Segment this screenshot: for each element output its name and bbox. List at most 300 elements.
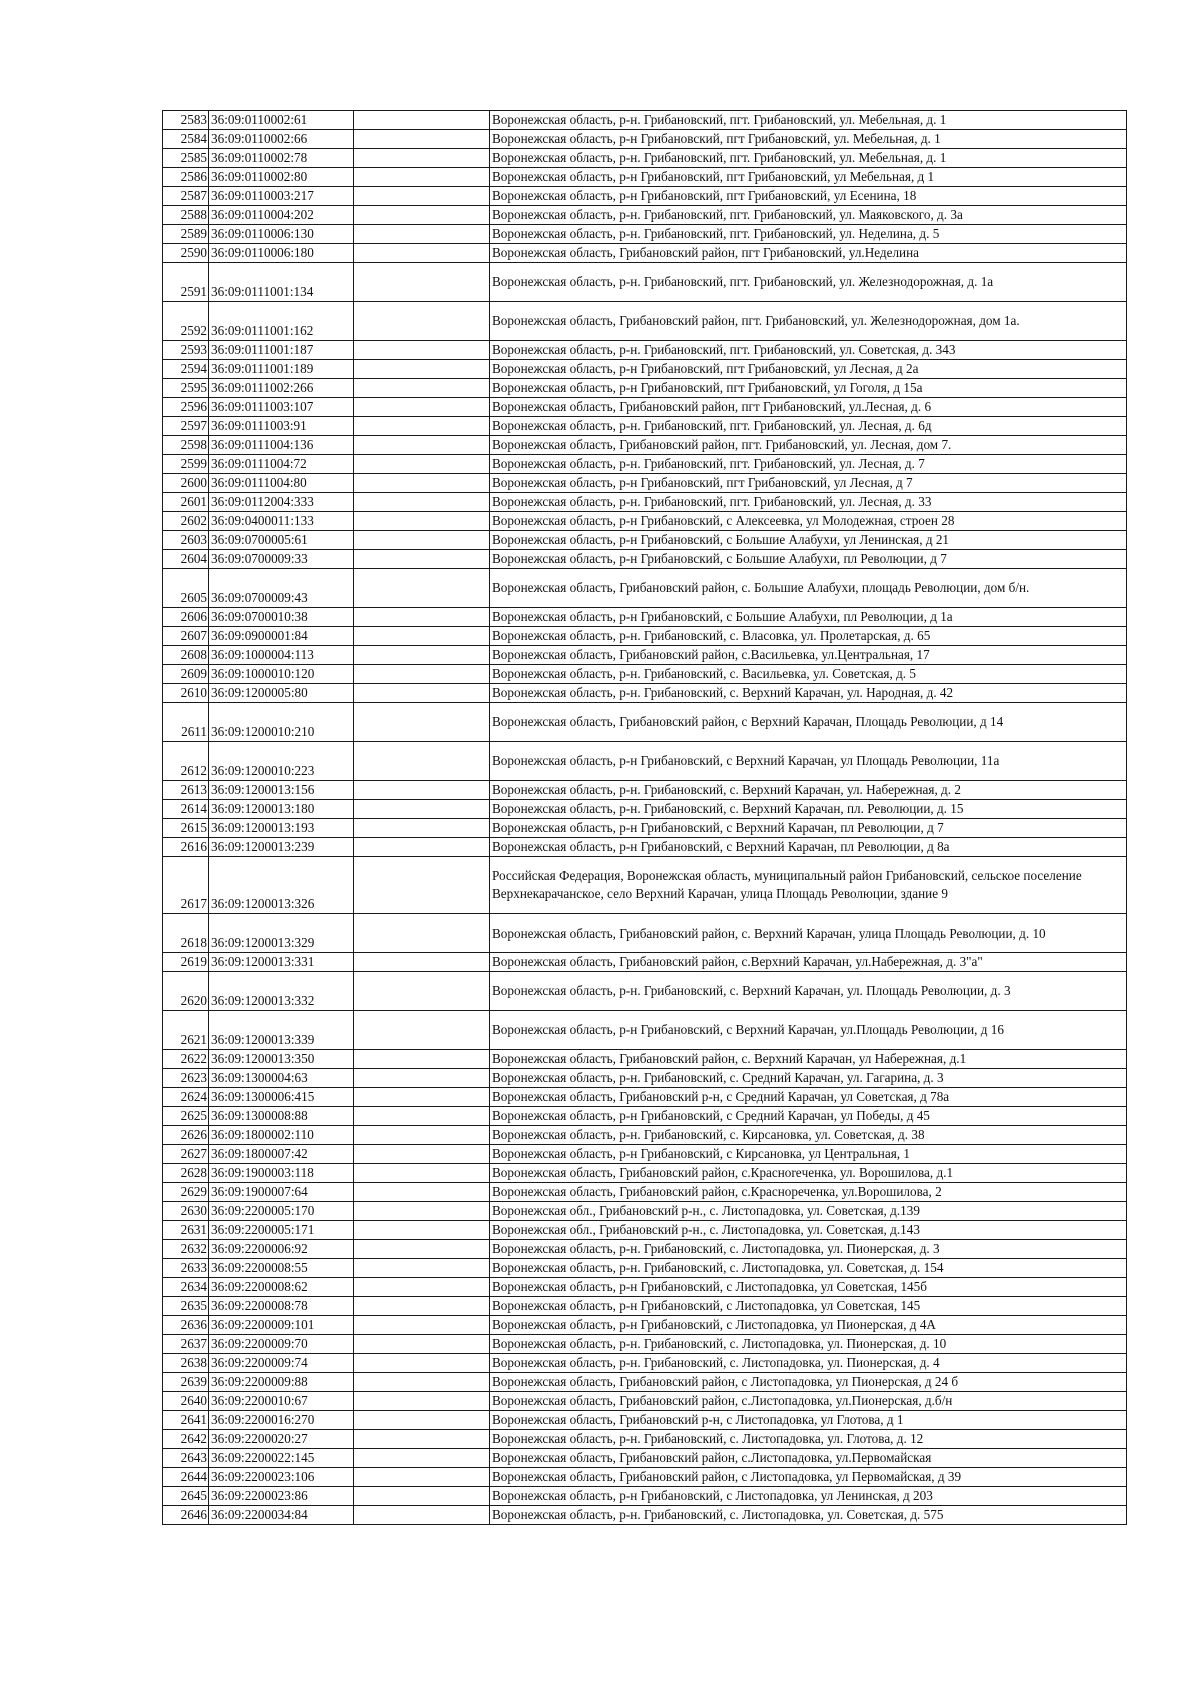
row-number: 2621	[163, 1011, 209, 1050]
cadastral-number: 36:09:1200010:210	[209, 703, 354, 742]
row-number: 2645	[163, 1487, 209, 1506]
address-cell: Воронежская область, р-н Грибановский, с Верхний Карачан, пл Революции, д 8а	[490, 838, 1127, 857]
address-cell: Воронежская область, р-н Грибановский, пгт Грибановский, ул Лесная, д 2а	[490, 360, 1127, 379]
table-row	[163, 703, 1127, 742]
table-row	[163, 1373, 1127, 1392]
row-number: 2639	[163, 1373, 209, 1392]
table-row	[163, 1069, 1127, 1088]
table-row	[163, 360, 1127, 379]
table-row	[163, 627, 1127, 646]
empty-cell	[354, 531, 490, 550]
cadastral-number: 36:09:2200009:74	[209, 1354, 354, 1373]
address-cell: Воронежская область, р-н. Грибановский, пгт. Грибановский, ул. Советская, д. 343	[490, 341, 1127, 360]
table-row	[163, 1335, 1127, 1354]
empty-cell	[354, 1240, 490, 1259]
address-cell: Воронежская область, р-н Грибановский, с Средний Карачан, ул Победы, д 45	[490, 1107, 1127, 1126]
cadastral-number: 36:09:1000010:120	[209, 665, 354, 684]
cadastral-number: 36:09:0111001:134	[209, 263, 354, 302]
row-number: 2640	[163, 1392, 209, 1411]
address-cell: Воронежская область, Грибановский район, пгт Грибановский, ул.Неделина	[490, 244, 1127, 263]
table-row	[163, 742, 1127, 781]
empty-cell	[354, 493, 490, 512]
row-number: 2616	[163, 838, 209, 857]
cadastral-number: 36:09:1200013:326	[209, 857, 354, 914]
table-row	[163, 838, 1127, 857]
row-number: 2583	[163, 111, 209, 130]
cadastral-number: 36:09:0110002:78	[209, 149, 354, 168]
cadastral-number: 36:09:0110004:202	[209, 206, 354, 225]
empty-cell	[354, 1373, 490, 1392]
table-row	[163, 417, 1127, 436]
empty-cell	[354, 1487, 490, 1506]
empty-cell	[354, 1316, 490, 1335]
cadastral-number: 36:09:1000004:113	[209, 646, 354, 665]
address-cell: Воронежская область, Грибановский район, пгт Грибановский, ул.Лесная, д. 6	[490, 398, 1127, 417]
empty-cell	[354, 914, 490, 953]
empty-cell	[354, 168, 490, 187]
cadastral-number: 36:09:1200013:350	[209, 1050, 354, 1069]
empty-cell	[354, 665, 490, 684]
row-number: 2623	[163, 1069, 209, 1088]
table-row	[163, 1088, 1127, 1107]
address-cell: Воронежская область, р-н Грибановский, пгт Грибановский, ул Лесная, д 7	[490, 474, 1127, 493]
table-row	[163, 341, 1127, 360]
table-row	[163, 111, 1127, 130]
address-cell: Воронежская область, р-н Грибановский, с Листопадовка, ул Советская, 145б	[490, 1278, 1127, 1297]
table-row	[163, 263, 1127, 302]
empty-cell	[354, 703, 490, 742]
empty-cell	[354, 1335, 490, 1354]
address-cell: Воронежская область, Грибановский район, с.Краснореченка, ул.Ворошилова, 2	[490, 1183, 1127, 1202]
row-number: 2585	[163, 149, 209, 168]
cadastral-number: 36:09:0111003:91	[209, 417, 354, 436]
empty-cell	[354, 379, 490, 398]
cadastral-number: 36:09:0110006:130	[209, 225, 354, 244]
cadastral-number: 36:09:1200013:331	[209, 953, 354, 972]
row-number: 2635	[163, 1297, 209, 1316]
table-row	[163, 800, 1127, 819]
empty-cell	[354, 512, 490, 531]
empty-cell	[354, 819, 490, 838]
cadastral-number: 36:09:2200022:145	[209, 1449, 354, 1468]
address-cell: Воронежская область, р-н. Грибановский, с. Листопадовка, ул. Глотова, д. 12	[490, 1430, 1127, 1449]
row-number: 2595	[163, 379, 209, 398]
row-number: 2646	[163, 1506, 209, 1525]
cadastral-number: 36:09:2200009:88	[209, 1373, 354, 1392]
address-cell: Российская Федерация, Воронежская область, муниципальный район Грибановский, сельское поселение Верхнекарачанское, село Верхний Карачан, улица Площадь Революции, здание 9	[490, 857, 1127, 914]
row-number: 2607	[163, 627, 209, 646]
table-row	[163, 972, 1127, 1011]
table-row	[163, 646, 1127, 665]
cadastral-number: 36:09:0111004:80	[209, 474, 354, 493]
table-row	[163, 512, 1127, 531]
empty-cell	[354, 1107, 490, 1126]
address-cell: Воронежская область, р-н. Грибановский, с. Верхний Карачан, ул. Набережная, д. 2	[490, 781, 1127, 800]
row-number: 2598	[163, 436, 209, 455]
cadastral-number: 36:09:0111004:136	[209, 436, 354, 455]
cadastral-number: 36:09:0111004:72	[209, 455, 354, 474]
empty-cell	[354, 1506, 490, 1525]
row-number: 2624	[163, 1088, 209, 1107]
cadastral-number: 36:09:0110002:66	[209, 130, 354, 149]
cadastral-number: 36:09:2200009:70	[209, 1335, 354, 1354]
row-number: 2597	[163, 417, 209, 436]
address-cell: Воронежская обл., Грибановский р-н., с. Листопадовка, ул. Советская, д.139	[490, 1202, 1127, 1221]
table-row	[163, 953, 1127, 972]
row-number: 2622	[163, 1050, 209, 1069]
cadastral-number: 36:09:0700009:33	[209, 550, 354, 569]
empty-cell	[354, 1297, 490, 1316]
row-number: 2610	[163, 684, 209, 703]
cadastral-number: 36:09:0110002:61	[209, 111, 354, 130]
cadastral-number: 36:09:1200013:239	[209, 838, 354, 857]
address-cell: Воронежская область, р-н. Грибановский, пгт. Грибановский, ул. Железнодорожная, д. 1а	[490, 263, 1127, 302]
address-cell: Воронежская область, р-н Грибановский, пгт Грибановский, ул Гоголя, д 15а	[490, 379, 1127, 398]
table-row	[163, 1411, 1127, 1430]
table-row	[163, 474, 1127, 493]
address-cell: Воронежская область, р-н Грибановский, с Большие Алабухи, пл Революции, д 7	[490, 550, 1127, 569]
table-row	[163, 684, 1127, 703]
empty-cell	[354, 1259, 490, 1278]
empty-cell	[354, 206, 490, 225]
row-number: 2594	[163, 360, 209, 379]
row-number: 2630	[163, 1202, 209, 1221]
row-number: 2636	[163, 1316, 209, 1335]
address-cell: Воронежская область, Грибановский район, с.Листопадовка, ул.Пионерская, д.б/н	[490, 1392, 1127, 1411]
table-row	[163, 1259, 1127, 1278]
table-row	[163, 1050, 1127, 1069]
empty-cell	[354, 646, 490, 665]
cadastral-number: 36:09:0110003:217	[209, 187, 354, 206]
empty-cell	[354, 225, 490, 244]
empty-cell	[354, 398, 490, 417]
row-number: 2611	[163, 703, 209, 742]
empty-cell	[354, 627, 490, 646]
empty-cell	[354, 1069, 490, 1088]
row-number: 2603	[163, 531, 209, 550]
address-cell: Воронежская область, р-н. Грибановский, с. Листопадовка, ул. Пионерская, д. 3	[490, 1240, 1127, 1259]
address-cell: Воронежская область, р-н. Грибановский, с. Верхний Карачан, ул. Площадь Революции, д. 3	[490, 972, 1127, 1011]
empty-cell	[354, 800, 490, 819]
table-row	[163, 1202, 1127, 1221]
empty-cell	[354, 1183, 490, 1202]
cadastral-number: 36:09:1200013:329	[209, 914, 354, 953]
table-row	[163, 1183, 1127, 1202]
address-cell: Воронежская область, р-н. Грибановский, пгт. Грибановский, ул. Мебельная, д. 1	[490, 149, 1127, 168]
empty-cell	[354, 1468, 490, 1487]
cadastral-number: 36:09:2200023:106	[209, 1468, 354, 1487]
row-number: 2615	[163, 819, 209, 838]
address-cell: Воронежская область, р-н. Грибановский, пгт. Грибановский, ул. Лесная, д. 6д	[490, 417, 1127, 436]
cadastral-number: 36:09:2200005:170	[209, 1202, 354, 1221]
cadastral-number: 36:09:2200023:86	[209, 1487, 354, 1506]
empty-cell	[354, 360, 490, 379]
address-cell: Воронежская область, р-н Грибановский, с Верхний Карачан, ул Площадь Революции, 11а	[490, 742, 1127, 781]
row-number: 2626	[163, 1126, 209, 1145]
empty-cell	[354, 781, 490, 800]
row-number: 2600	[163, 474, 209, 493]
empty-cell	[354, 1411, 490, 1430]
table-row	[163, 1316, 1127, 1335]
row-number: 2588	[163, 206, 209, 225]
empty-cell	[354, 263, 490, 302]
table-row	[163, 168, 1127, 187]
empty-cell	[354, 1354, 490, 1373]
address-cell: Воронежская область, Грибановский район, с. Верхний Карачан, улица Площадь Революции, д. 10	[490, 914, 1127, 953]
row-number: 2590	[163, 244, 209, 263]
cadastral-number: 36:09:0110006:180	[209, 244, 354, 263]
address-cell: Воронежская область, р-н Грибановский, пгт Грибановский, ул. Мебельная, д. 1	[490, 130, 1127, 149]
address-cell: Воронежская область, Грибановский район, с Листопадовка, ул Первомайская, д 39	[490, 1468, 1127, 1487]
cadastral-number: 36:09:2200006:92	[209, 1240, 354, 1259]
address-cell: Воронежская область, Грибановский район, с.Листопадовка, ул.Первомайская	[490, 1449, 1127, 1468]
empty-cell	[354, 1449, 490, 1468]
empty-cell	[354, 1430, 490, 1449]
address-cell: Воронежская область, Грибановский район, с Верхний Карачан, Площадь Революции, д 14	[490, 703, 1127, 742]
row-number: 2606	[163, 608, 209, 627]
table-row	[163, 1164, 1127, 1183]
table-row	[163, 493, 1127, 512]
table-row	[163, 857, 1127, 914]
row-number: 2642	[163, 1430, 209, 1449]
table-row	[163, 1145, 1127, 1164]
empty-cell	[354, 1050, 490, 1069]
address-cell: Воронежская область, р-н. Грибановский, пгт. Грибановский, ул. Лесная, д. 7	[490, 455, 1127, 474]
table-row	[163, 550, 1127, 569]
table-row	[163, 1354, 1127, 1373]
address-cell: Воронежская область, р-н Грибановский, с Большие Алабухи, пл Революции, д 1а	[490, 608, 1127, 627]
empty-cell	[354, 244, 490, 263]
address-cell: Воронежская область, р-н. Грибановский, с. Средний Карачан, ул. Гагарина, д. 3	[490, 1069, 1127, 1088]
empty-cell	[354, 187, 490, 206]
row-number: 2593	[163, 341, 209, 360]
table-row	[163, 379, 1127, 398]
row-number: 2627	[163, 1145, 209, 1164]
row-number: 2609	[163, 665, 209, 684]
address-cell: Воронежская область, р-н. Грибановский, с. Листопадовка, ул. Пионерская, д. 10	[490, 1335, 1127, 1354]
row-number: 2632	[163, 1240, 209, 1259]
empty-cell	[354, 569, 490, 608]
row-number: 2619	[163, 953, 209, 972]
table-row	[163, 1126, 1127, 1145]
row-number: 2637	[163, 1335, 209, 1354]
row-number: 2631	[163, 1221, 209, 1240]
empty-cell	[354, 436, 490, 455]
cadastral-number: 36:09:1200010:223	[209, 742, 354, 781]
cadastral-number: 36:09:1200013:180	[209, 800, 354, 819]
table-row	[163, 531, 1127, 550]
empty-cell	[354, 1088, 490, 1107]
empty-cell	[354, 972, 490, 1011]
address-cell: Воронежская область, Грибановский район, с Листопадовка, ул Пионерская, д 24 б	[490, 1373, 1127, 1392]
address-cell: Воронежская область, р-н. Грибановский, пгт. Грибановский, ул. Неделина, д. 5	[490, 225, 1127, 244]
row-number: 2638	[163, 1354, 209, 1373]
cadastral-number: 36:09:0111003:107	[209, 398, 354, 417]
row-number: 2641	[163, 1411, 209, 1430]
address-cell: Воронежская область, р-н Грибановский, пгт Грибановский, ул Мебельная, д 1	[490, 168, 1127, 187]
row-number: 2644	[163, 1468, 209, 1487]
table-row	[163, 665, 1127, 684]
empty-cell	[354, 684, 490, 703]
empty-cell	[354, 1221, 490, 1240]
address-cell: Воронежская область, Грибановский район, с.Верхний Карачан, ул.Набережная, д. 3"а"	[490, 953, 1127, 972]
table-row	[163, 914, 1127, 953]
address-cell: Воронежская область, Грибановский район, с. Большие Алабухи, площадь Революции, дом б/н.	[490, 569, 1127, 608]
row-number: 2601	[163, 493, 209, 512]
row-number: 2602	[163, 512, 209, 531]
row-number: 2628	[163, 1164, 209, 1183]
cadastral-number: 36:09:1300008:88	[209, 1107, 354, 1126]
row-number: 2605	[163, 569, 209, 608]
empty-cell	[354, 417, 490, 436]
table-row	[163, 1449, 1127, 1468]
cadastral-number: 36:09:0112004:333	[209, 493, 354, 512]
table-row	[163, 1011, 1127, 1050]
row-number: 2592	[163, 302, 209, 341]
row-number: 2629	[163, 1183, 209, 1202]
row-number: 2586	[163, 168, 209, 187]
row-number: 2589	[163, 225, 209, 244]
address-cell: Воронежская область, Грибановский р-н, с Листопадовка, ул Глотова, д 1	[490, 1411, 1127, 1430]
row-number: 2608	[163, 646, 209, 665]
address-cell: Воронежская область, р-н Грибановский, с Алексеевка, ул Молодежная, строен 28	[490, 512, 1127, 531]
address-cell: Воронежская область, р-н. Грибановский, пгт. Грибановский, ул. Маяковского, д. 3а	[490, 206, 1127, 225]
empty-cell	[354, 550, 490, 569]
table-row	[163, 1392, 1127, 1411]
row-number: 2599	[163, 455, 209, 474]
table-row	[163, 398, 1127, 417]
cadastral-number: 36:09:2200010:67	[209, 1392, 354, 1411]
cadastral-number: 36:09:0111001:187	[209, 341, 354, 360]
address-cell: Воронежская область, р-н Грибановский, с Большие Алабухи, ул Ленинская, д 21	[490, 531, 1127, 550]
cadastral-number: 36:09:1300004:63	[209, 1069, 354, 1088]
address-cell: Воронежская область, Грибановский район, с.Васильевка, ул.Центральная, 17	[490, 646, 1127, 665]
empty-cell	[354, 608, 490, 627]
cadastral-number: 36:09:2200008:78	[209, 1297, 354, 1316]
empty-cell	[354, 953, 490, 972]
table-row	[163, 1107, 1127, 1126]
empty-cell	[354, 838, 490, 857]
address-cell: Воронежская область, р-н. Грибановский, пгт. Грибановский, ул. Лесная, д. 33	[490, 493, 1127, 512]
empty-cell	[354, 1145, 490, 1164]
cadastral-number: 36:09:2200009:101	[209, 1316, 354, 1335]
row-number: 2617	[163, 857, 209, 914]
address-cell: Воронежская область, р-н Грибановский, с Листопадовка, ул Пионерская, д 4А	[490, 1316, 1127, 1335]
row-number: 2614	[163, 800, 209, 819]
cadastral-number: 36:09:2200020:27	[209, 1430, 354, 1449]
empty-cell	[354, 1126, 490, 1145]
address-cell: Воронежская область, р-н Грибановский, с Верхний Карачан, пл Революции, д 7	[490, 819, 1127, 838]
land-plots-table	[162, 110, 1127, 1525]
table-row	[163, 206, 1127, 225]
address-cell: Воронежская обл., Грибановский р-н., с. Листопадовка, ул. Советская, д.143	[490, 1221, 1127, 1240]
cadastral-number: 36:09:0700009:43	[209, 569, 354, 608]
row-number: 2612	[163, 742, 209, 781]
cadastral-number: 36:09:0700005:61	[209, 531, 354, 550]
address-cell: Воронежская область, р-н. Грибановский, с. Листопадовка, ул. Советская, д. 154	[490, 1259, 1127, 1278]
empty-cell	[354, 130, 490, 149]
cadastral-number: 36:09:2200008:55	[209, 1259, 354, 1278]
table-body	[163, 111, 1127, 1525]
row-number: 2604	[163, 550, 209, 569]
cadastral-number: 36:09:1900003:118	[209, 1164, 354, 1183]
row-number: 2587	[163, 187, 209, 206]
table-row	[163, 1487, 1127, 1506]
table-row	[163, 569, 1127, 608]
row-number: 2596	[163, 398, 209, 417]
address-cell: Воронежская область, Грибановский р-н, с Средний Карачан, ул Советская, д 78а	[490, 1088, 1127, 1107]
empty-cell	[354, 1164, 490, 1183]
address-cell: Воронежская область, р-н Грибановский, с Листопадовка, ул Ленинская, д 203	[490, 1487, 1127, 1506]
address-cell: Воронежская область, р-н. Грибановский, с. Верхний Карачан, ул. Народная, д. 42	[490, 684, 1127, 703]
table-row	[163, 302, 1127, 341]
address-cell: Воронежская область, Грибановский район, пгт. Грибановский, ул. Лесная, дом 7.	[490, 436, 1127, 455]
empty-cell	[354, 1011, 490, 1050]
cadastral-number: 36:09:1200013:339	[209, 1011, 354, 1050]
address-cell: Воронежская область, р-н. Грибановский, с. Верхний Карачан, пл. Революции, д. 15	[490, 800, 1127, 819]
address-cell: Воронежская область, Грибановский район, с. Верхний Карачан, ул Набережная, д.1	[490, 1050, 1127, 1069]
table-row	[163, 1430, 1127, 1449]
table-row	[163, 225, 1127, 244]
cadastral-number: 36:09:1200013:193	[209, 819, 354, 838]
address-cell: Воронежская область, р-н Грибановский, с Кирсановка, ул Центральная, 1	[490, 1145, 1127, 1164]
table-row	[163, 436, 1127, 455]
address-cell: Воронежская область, р-н. Грибановский, с. Кирсановка, ул. Советская, д. 38	[490, 1126, 1127, 1145]
row-number: 2633	[163, 1259, 209, 1278]
empty-cell	[354, 742, 490, 781]
cadastral-number: 36:09:1800002:110	[209, 1126, 354, 1145]
table-row	[163, 187, 1127, 206]
table-row	[163, 1297, 1127, 1316]
cadastral-number: 36:09:0111001:189	[209, 360, 354, 379]
address-cell: Воронежская область, р-н. Грибановский, с. Власовка, ул. Пролетарская, д. 65	[490, 627, 1127, 646]
empty-cell	[354, 1202, 490, 1221]
row-number: 2584	[163, 130, 209, 149]
empty-cell	[354, 474, 490, 493]
empty-cell	[354, 302, 490, 341]
table-row	[163, 130, 1127, 149]
cadastral-number: 36:09:0111002:266	[209, 379, 354, 398]
cadastral-number: 36:09:2200034:84	[209, 1506, 354, 1525]
row-number: 2618	[163, 914, 209, 953]
row-number: 2613	[163, 781, 209, 800]
cadastral-number: 36:09:0110002:80	[209, 168, 354, 187]
cadastral-number: 36:09:1200013:332	[209, 972, 354, 1011]
table-row	[163, 819, 1127, 838]
address-cell: Воронежская область, р-н Грибановский, с Верхний Карачан, ул.Площадь Революции, д 16	[490, 1011, 1127, 1050]
table-row	[163, 608, 1127, 627]
cadastral-number: 36:09:0400011:133	[209, 512, 354, 531]
row-number: 2591	[163, 263, 209, 302]
cadastral-number: 36:09:2200016:270	[209, 1411, 354, 1430]
empty-cell	[354, 1392, 490, 1411]
table-row	[163, 1468, 1127, 1487]
address-cell: Воронежская область, р-н Грибановский, с Листопадовка, ул Советская, 145	[490, 1297, 1127, 1316]
cadastral-number: 36:09:1300006:415	[209, 1088, 354, 1107]
table-row	[163, 455, 1127, 474]
row-number: 2634	[163, 1278, 209, 1297]
empty-cell	[354, 341, 490, 360]
address-cell: Воронежская область, р-н Грибановский, пгт Грибановский, ул Есенина, 18	[490, 187, 1127, 206]
row-number: 2620	[163, 972, 209, 1011]
table-row	[163, 1278, 1127, 1297]
row-number: 2625	[163, 1107, 209, 1126]
address-cell: Воронежская область, р-н. Грибановский, пгт. Грибановский, ул. Мебельная, д. 1	[490, 111, 1127, 130]
table-row	[163, 1240, 1127, 1259]
cadastral-number: 36:09:1900007:64	[209, 1183, 354, 1202]
empty-cell	[354, 455, 490, 474]
cadastral-number: 36:09:2200005:171	[209, 1221, 354, 1240]
